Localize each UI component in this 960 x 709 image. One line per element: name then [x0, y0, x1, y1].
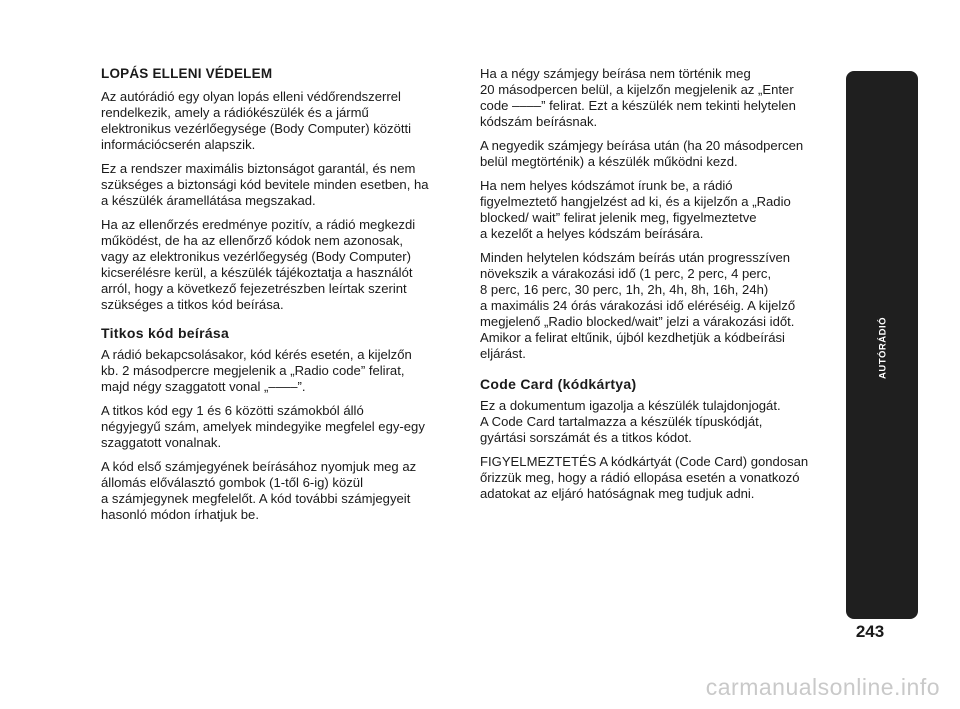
paragraph: A titkos kód egy 1 és 6 közötti számokból álló négyjegyű szám, amelyek mindegyike megfelel egy-egy szaggatott vonalnak. [101, 403, 425, 450]
paragraph: Ha nem helyes kódszámot írunk be, a rádió figyelmeztető hangjelzést ad ki, és a kijelzőn a „Radio blocked/ wait” felirat jelenik meg, figyelmeztetve a kezelőt a helyes kódszám beírására. [480, 178, 791, 241]
chapter-tab-label [872, 318, 894, 378]
section-heading: LOPÁS ELLENI VÉDELEM [101, 66, 273, 81]
paragraph: A kód első számjegyének beírásához nyomjuk meg az állomás előválasztó gombok (1-től 6-ig) közül a számjegynek megfelelőt. A kód további számjegyeit hasonló módon írhatjuk be. [101, 459, 417, 522]
watermark: carmanualsonline.info [705, 674, 940, 700]
paragraph: Az autórádió egy olyan lopás elleni védőrendszerrel rendelkezik, amely a rádiókészülék és a jármű elektronikus vezérlőegysége (Body Computer) közötti információcserén alapszik. [101, 89, 412, 152]
right-column [480, 66, 832, 510]
chapter-tab-text: AUTÓRÁDIÓ [877, 316, 889, 380]
paragraph: Ha az ellenőrzés eredménye pozitív, a rádió megkezdi működést, de ha az ellenőrző kódok nem azonosak, vagy az elektronikus vezérlőegység (Body Computer) kicserélésre kerül, a készülék tájékoztatja a használót arról, hogy a következő fejezetrészben leírtak szerint szükséges a titkos kód beírása. [101, 217, 416, 312]
subsection-heading: Code Card (kódkártya) [480, 376, 637, 392]
paragraph: A negyedik számjegy beírása után (ha 20 másodpercen belül megtörténik) a készülék működni kezd. [480, 138, 804, 169]
paragraph: Minden helytelen kódszám beírás után progresszíven növekszik a várakozási idő (1 perc, 2 perc, 4 perc, 8 perc, 16 perc, 30 perc, 1h, 2h, 4h, 8h, 16h, 24h) a maximális 24 órás várakozási idő eléréséig. A kijelző megjelenő „Radio blocked/wait” jelzi a várakozási időt. Amikor a felirat eltűnik, újból kezdhetjük a kódbeírási eljárást. [480, 250, 796, 361]
subsection-heading: Titkos kód beírása [101, 325, 230, 341]
paragraph: Ez a rendszer maximális biztonságot garantál, és nem szükséges a biztonsági kód bevitele minden esetben, ha a készülék áramellátása megszakad. [101, 161, 429, 208]
paragraph: Ez a dokumentum igazolja a készülék tulajdonjogát. A Code Card tartalmazza a készülék típuskódját, gyártási sorszámát és a titkos kódot. [480, 398, 781, 445]
page-number: 243 [855, 622, 885, 641]
paragraph: A rádió bekapcsolásakor, kód kérés esetén, a kijelzőn kb. 2 másodpercre megjelenik a „Radio code” felirat, majd négy szaggatott vonal „––––”. [101, 347, 412, 394]
paragraph: Ha a négy számjegy beírása nem történik meg 20 másodpercen belül, a kijelzőn megjelenik az „Enter code ––––” felirat. Ezt a készülék nem tekinti helytelen kódszám beírásnak. [480, 66, 796, 129]
paragraph: FIGYELMEZTETÉS A kódkártyát (Code Card) gondosan őrizzük meg, hogy a rádió ellopása esetén a vonatkozó adatokat az eljáró hatóságnak meg tudjuk adni. [480, 454, 809, 501]
left-column [101, 66, 453, 531]
